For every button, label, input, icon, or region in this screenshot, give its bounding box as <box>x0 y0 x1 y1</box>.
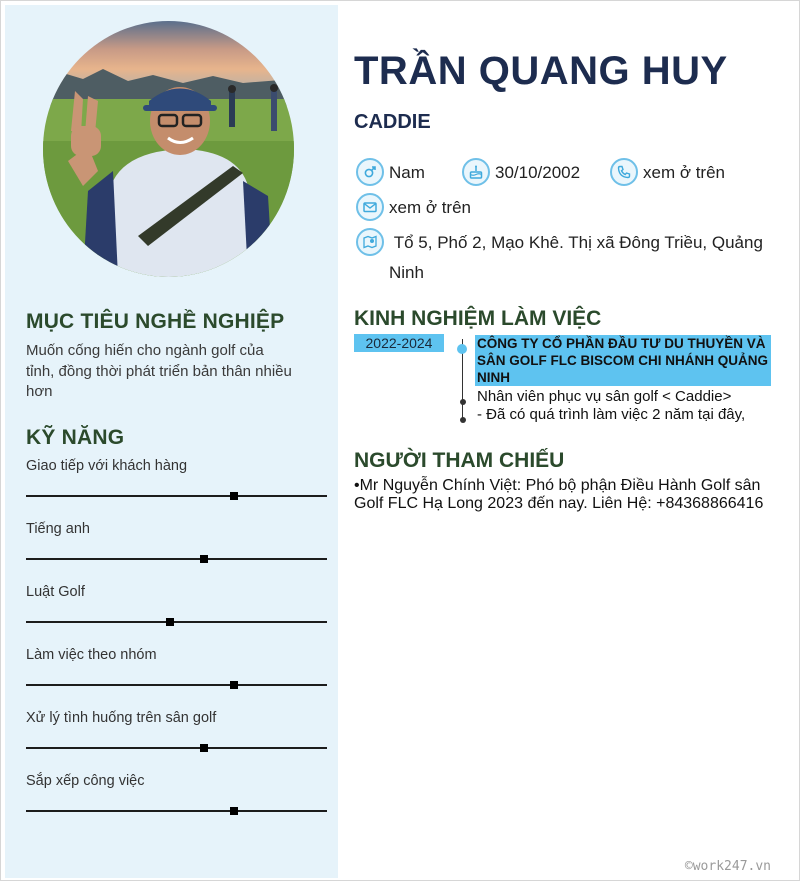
phone-icon <box>610 158 638 186</box>
timeline-dot <box>460 399 466 405</box>
watermark: ©work247.vn <box>684 859 771 874</box>
experience-heading: KINH NGHIỆM LÀM VIỆC <box>354 307 602 330</box>
skill-level-marker <box>200 744 208 752</box>
objective-heading: MỤC TIÊU NGHỀ NGHIỆP <box>26 310 285 333</box>
email-value: xem ở trên <box>389 198 472 217</box>
reference-text: •Mr Nguyễn Chính Việt: Phó bộ phận Điều Hành Golf sân Golf FLC Hạ Long 2023 đến nay. Liên Hệ: +84368866416 <box>354 477 764 512</box>
gender-field <box>356 158 425 188</box>
birthdate-value: 30/10/2002 <box>495 163 581 182</box>
job-detail: - Đã có quá trình làm việc 2 năm tại đây, <box>477 406 746 423</box>
profile-photo <box>43 21 294 277</box>
skill-bar <box>26 684 327 686</box>
experience-period: 2022-2024 <box>354 334 444 352</box>
skill-level-marker <box>230 807 238 815</box>
skill-label: Sắp xếp công việc <box>26 773 145 789</box>
gender-icon <box>356 158 384 186</box>
skill-label: Tiếng anh <box>26 521 90 537</box>
sidebar <box>5 5 338 878</box>
candidate-name: TRẦN QUANG HUY <box>354 49 728 93</box>
skill-bar <box>26 810 327 812</box>
skill-item <box>26 458 327 508</box>
birthdate-field <box>462 158 580 188</box>
objective-text: Muốn cống hiến cho ngành golf của tỉnh, đồng thời phát triển bản thân nhiều hơn <box>26 342 292 400</box>
skill-item <box>26 710 327 760</box>
avatar <box>43 21 294 277</box>
skill-bar <box>26 558 327 560</box>
skills-heading: KỸ NĂNG <box>26 426 125 449</box>
main-content <box>338 5 797 878</box>
skill-label: Làm việc theo nhóm <box>26 647 157 663</box>
phone-field <box>610 158 725 188</box>
address-value: Tổ 5, Phố 2, Mạo Khê. Thị xã Đông Triều, Quảng Ninh <box>389 233 768 282</box>
skill-item <box>26 773 327 823</box>
gender-value: Nam <box>389 163 425 182</box>
skill-level-marker <box>200 555 208 563</box>
skill-level-marker <box>230 492 238 500</box>
skill-label: Giao tiếp với khách hàng <box>26 458 188 474</box>
skill-item <box>26 521 327 571</box>
cake-icon <box>462 158 490 186</box>
timeline-dot <box>457 344 467 354</box>
skill-bar <box>26 747 327 749</box>
skill-label: Luật Golf <box>26 584 85 600</box>
skill-item <box>26 647 327 697</box>
map-pin-icon <box>356 228 384 256</box>
phone-value: xem ở trên <box>643 163 726 182</box>
address-field <box>356 228 776 288</box>
references-heading: NGƯỜI THAM CHIẾU <box>354 449 565 472</box>
timeline-dot <box>460 417 466 423</box>
mail-icon <box>356 193 384 221</box>
skill-item <box>26 584 327 634</box>
skill-label: Xử lý tình huống trên sân golf <box>26 710 217 726</box>
skill-bar <box>26 495 327 497</box>
candidate-role: CADDIE <box>354 111 431 133</box>
company-name: CÔNG TY CỔ PHẦN ĐẦU TƯ DU THUYỀN VÀ SÂN GOLF FLC BISCOM CHI NHÁNH QUẢNG NINH <box>475 335 771 386</box>
job-position: Nhân viên phục vụ sân golf < Caddie> <box>477 388 732 405</box>
email-field <box>356 193 471 223</box>
skill-bar <box>26 621 327 623</box>
skill-level-marker <box>166 618 174 626</box>
skill-level-marker <box>230 681 238 689</box>
